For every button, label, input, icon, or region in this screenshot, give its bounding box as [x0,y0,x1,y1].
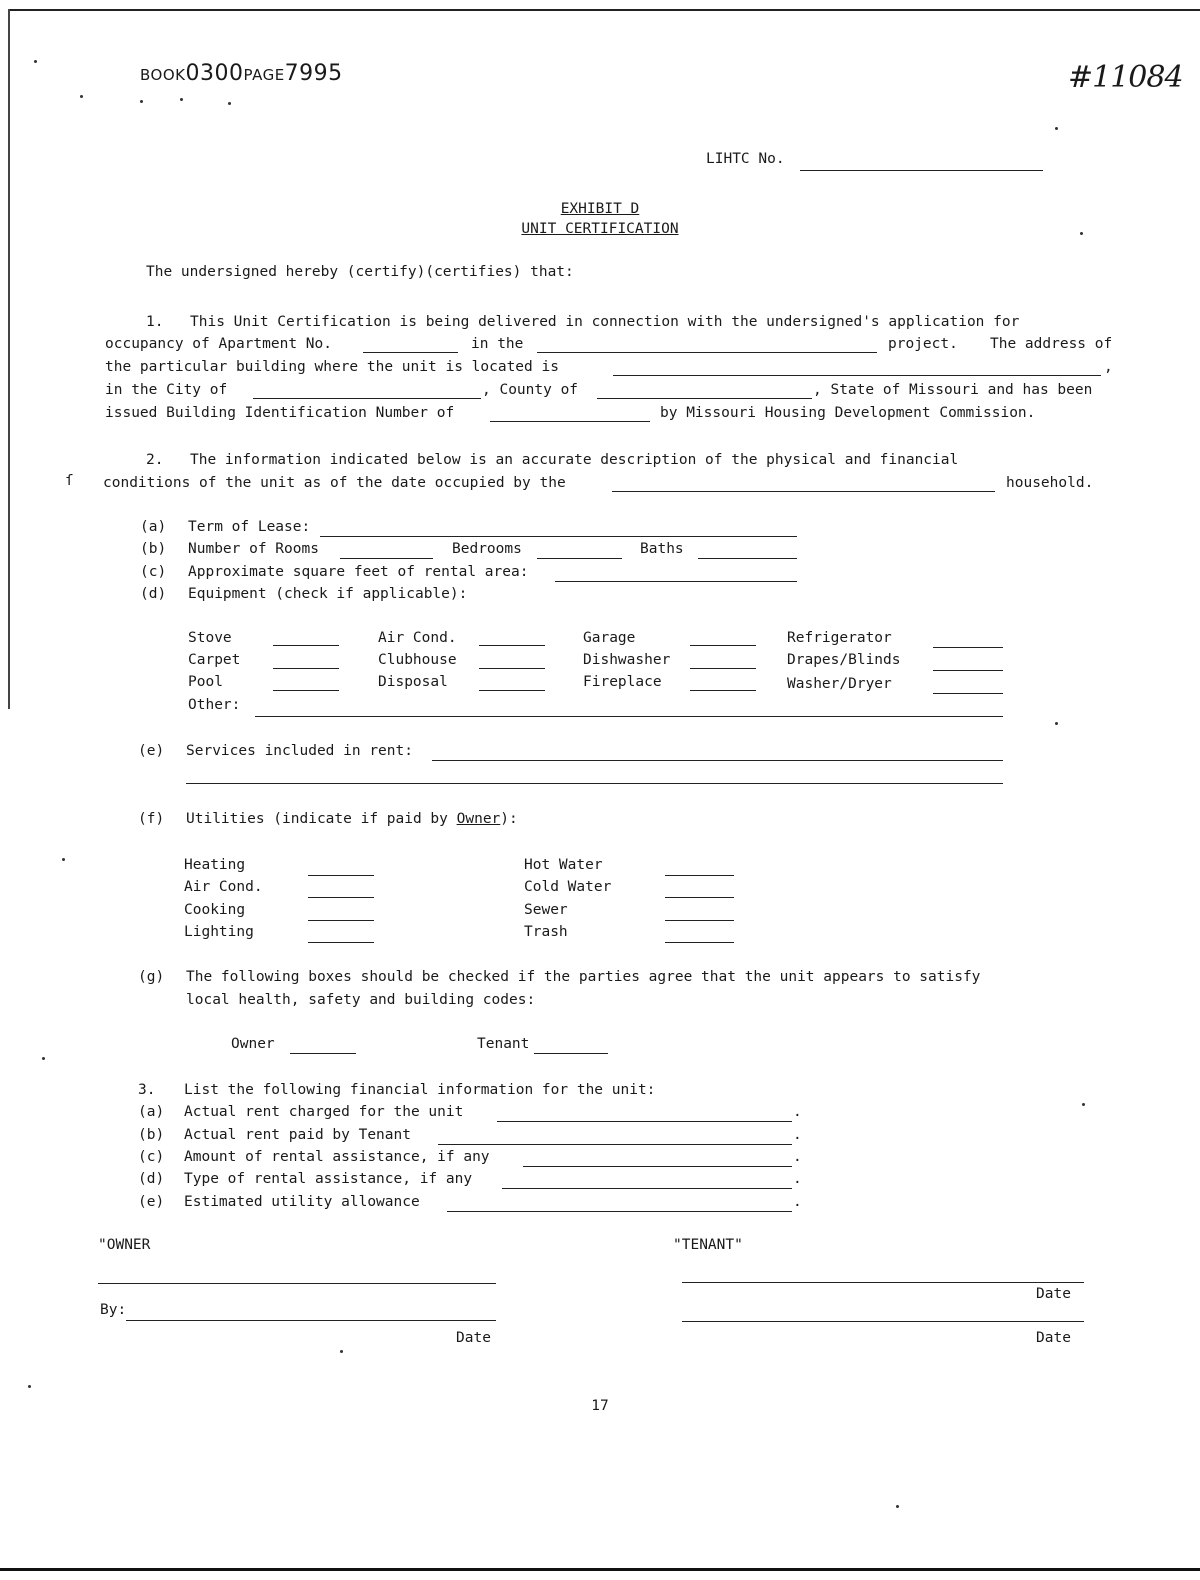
p1-line1: This Unit Certification is being delivered in connection with the undersigned's application for [190,314,1020,330]
rent-paid-field[interactable] [438,1144,792,1145]
tenant-date-label-2: Date [1036,1330,1071,1346]
fin-c-period: . [793,1149,802,1165]
utility-cooking: Cooking [184,902,246,918]
codes-owner-label: Owner [231,1036,275,1052]
fin-e-label: (e) [138,1194,165,1210]
tenant-signature-line-1[interactable] [682,1282,1084,1283]
air-cond-check[interactable] [479,645,545,646]
project-name-field[interactable] [537,352,877,353]
bedrooms-field[interactable] [537,558,622,559]
p2-line1: The information indicated below is an accurate description of the physical and financial [190,452,959,468]
garage-check[interactable] [690,645,756,646]
utility-air-cond-check[interactable] [308,897,374,898]
scan-speck [896,1505,899,1508]
tenant-signature-heading: "TENANT" [673,1237,743,1253]
p1-line4c: , State of Missouri and has been [813,382,1093,398]
p1-line4b: , County of [482,382,579,398]
apartment-number-field[interactable] [363,352,458,353]
heating-check[interactable] [308,875,374,876]
tenant-signature-line-2[interactable] [682,1321,1084,1322]
sewer-check[interactable] [665,920,734,921]
baths-field[interactable] [698,558,797,559]
rent-charged-field[interactable] [497,1121,792,1122]
equipment-dishwasher: Dishwasher [583,652,671,668]
intro-text: The undersigned hereby (certify)(certifies) that: [146,264,574,280]
fin-a-label: (a) [138,1104,165,1120]
item-a-label: (a) [140,519,167,535]
p2-line2b: household. [1006,475,1094,491]
scan-speck [140,100,143,103]
equipment-clubhouse: Clubhouse [378,652,457,668]
scan-speck [42,1057,45,1060]
p1-line3-comma: , [1104,359,1113,375]
assistance-amount-field[interactable] [523,1166,792,1167]
scan-speck [180,98,183,101]
fin-a-text: Actual rent charged for the unit [184,1104,464,1120]
utility-hot-water: Hot Water [524,857,603,873]
equipment-fireplace: Fireplace [583,674,662,690]
item-b-label: (b) [140,541,167,557]
term-of-lease-field[interactable] [320,536,797,537]
codes-owner-check[interactable] [290,1053,356,1054]
clubhouse-check[interactable] [479,668,545,669]
lighting-check[interactable] [308,942,374,943]
codes-line1: The following boxes should be checked if the parties agree that the unit appears to satisfy [186,969,981,985]
tenant-date-label-1: Date [1036,1286,1071,1302]
utility-lighting: Lighting [184,924,254,940]
services-field-line1[interactable] [432,760,1003,761]
form-title: UNIT CERTIFICATION [521,221,679,237]
term-of-lease-label: Term of Lease: [188,519,311,535]
utility-heating: Heating [184,857,246,873]
building-id-field[interactable] [490,421,650,422]
scan-speck [80,95,83,98]
owner-signature-heading: "OWNER [98,1237,151,1253]
square-feet-field[interactable] [555,581,797,582]
scan-speck [1055,722,1058,725]
p1-number: 1. [146,314,164,330]
hot-water-check[interactable] [665,875,734,876]
washer-dryer-check[interactable] [933,693,1003,694]
p1-line5b: by Missouri Housing Development Commission. [660,405,1036,421]
utilities-text-a: Utilities (indicate if paid by [186,811,457,827]
utilities-text-owner: Owner [456,811,501,827]
by-label: By: [100,1302,127,1318]
p3-number: 3. [138,1082,156,1098]
equipment-pool: Pool [188,674,223,690]
codes-line2: local health, safety and building codes: [186,992,536,1008]
equipment-refrigerator: Refrigerator [787,630,892,646]
item-g-label: (g) [138,969,165,985]
owner-by-signature-line[interactable] [126,1320,496,1321]
utilities-text-b: ): [500,811,518,827]
item-f-label: (f) [138,811,165,827]
equipment-washer-dryer: Washer/Dryer [787,676,892,692]
equipment-garage: Garage [583,630,636,646]
equipment-label: Equipment (check if applicable): [188,586,468,602]
utility-trash: Trash [524,924,568,940]
fin-d-period: . [793,1171,802,1187]
p1-line5a: issued Building Identification Number of [105,405,455,421]
scan-edge-top [8,9,1200,11]
fin-e-period: . [793,1194,802,1210]
p1-line2d: The address of [990,336,1113,352]
fin-d-label: (d) [138,1171,165,1187]
stamp-page-word: PAGE [243,66,285,84]
bedrooms-label: Bedrooms [452,541,522,557]
utility-allowance-field[interactable] [447,1211,792,1212]
fin-b-period: . [793,1127,802,1143]
p1-line2c: project. [888,336,958,352]
fin-e-text: Estimated utility allowance [184,1194,420,1210]
page-number: 17 [591,1398,609,1414]
fin-c-label: (c) [138,1149,165,1165]
stamp-book-number: 0300 [185,61,244,86]
codes-tenant-check[interactable] [534,1053,608,1054]
rooms-field[interactable] [340,558,433,559]
assistance-type-field[interactable] [502,1188,792,1189]
utility-air-cond: Air Cond. [184,879,263,895]
scan-speck [1080,232,1083,235]
square-feet-label: Approximate square feet of rental area: [188,564,529,580]
p1-line2b: in the [471,336,524,352]
lihtc-label: LIHTC No. [706,151,785,167]
owner-date-label: Date [456,1330,491,1346]
utilities-label [186,810,518,828]
margin-tick-mark: ſ [65,473,74,489]
other-equipment-field[interactable] [255,716,1003,717]
item-c-label: (c) [140,564,167,580]
stamp-page-number: 7995 [284,61,343,86]
household-field[interactable] [612,491,995,492]
stamp-book-word: BOOK [140,66,186,84]
fin-b-text: Actual rent paid by Tenant [184,1127,411,1143]
scan-speck [28,1385,31,1388]
services-field-line2[interactable] [186,783,1003,784]
county-field[interactable] [597,398,812,399]
utility-sewer: Sewer [524,902,568,918]
refrigerator-check[interactable] [933,647,1003,648]
services-label: Services included in rent: [186,743,413,759]
city-field[interactable] [253,398,481,399]
fin-d-text: Type of rental assistance, if any [184,1171,473,1187]
carpet-check[interactable] [273,668,339,669]
pool-check[interactable] [273,690,339,691]
utility-cold-water: Cold Water [524,879,612,895]
scan-edge-left [8,9,10,709]
financial-heading: List the following financial information for the unit: [184,1082,656,1098]
equipment-stove: Stove [188,630,232,646]
owner-name-line[interactable] [98,1283,496,1284]
drapes-blinds-check[interactable] [933,670,1003,671]
p1-line4a: in the City of [105,382,228,398]
equipment-carpet: Carpet [188,652,241,668]
lihtc-number-field[interactable] [800,170,1043,171]
fin-c-text: Amount of rental assistance, if any [184,1149,490,1165]
scan-speck [62,858,65,861]
cooking-check[interactable] [308,920,374,921]
equipment-disposal: Disposal [378,674,448,690]
item-e-label: (e) [138,743,165,759]
stove-check[interactable] [273,645,339,646]
equipment-drapes-blinds: Drapes/Blinds [787,652,901,668]
exhibit-heading: EXHIBIT D [560,201,640,217]
p2-number: 2. [146,452,164,468]
building-address-field[interactable] [613,375,1101,376]
scan-speck [1082,1103,1085,1106]
rooms-label: Number of Rooms [188,541,319,557]
equipment-air-cond: Air Cond. [378,630,457,646]
scan-speck [34,60,37,63]
scan-speck [340,1350,343,1353]
baths-label: Baths [640,541,684,557]
fireplace-check[interactable] [690,690,756,691]
scan-edge-bottom [0,1568,1200,1571]
handwritten-reference: #11084 [1068,60,1183,95]
codes-tenant-label: Tenant [477,1036,530,1052]
recording-stamp [140,62,343,87]
dishwasher-check[interactable] [690,668,756,669]
disposal-check[interactable] [479,690,545,691]
p2-line2a: conditions of the unit as of the date occupied by the [103,475,566,491]
cold-water-check[interactable] [665,897,734,898]
trash-check[interactable] [665,942,734,943]
scan-speck [228,102,231,105]
scan-speck [1055,127,1058,130]
p1-line2a: occupancy of Apartment No. [105,336,332,352]
fin-b-label: (b) [138,1127,165,1143]
item-d-label: (d) [140,586,167,602]
p1-line3: the particular building where the unit is located is [105,359,559,375]
fin-a-period: . [793,1104,802,1120]
other-label: Other: [188,697,241,713]
